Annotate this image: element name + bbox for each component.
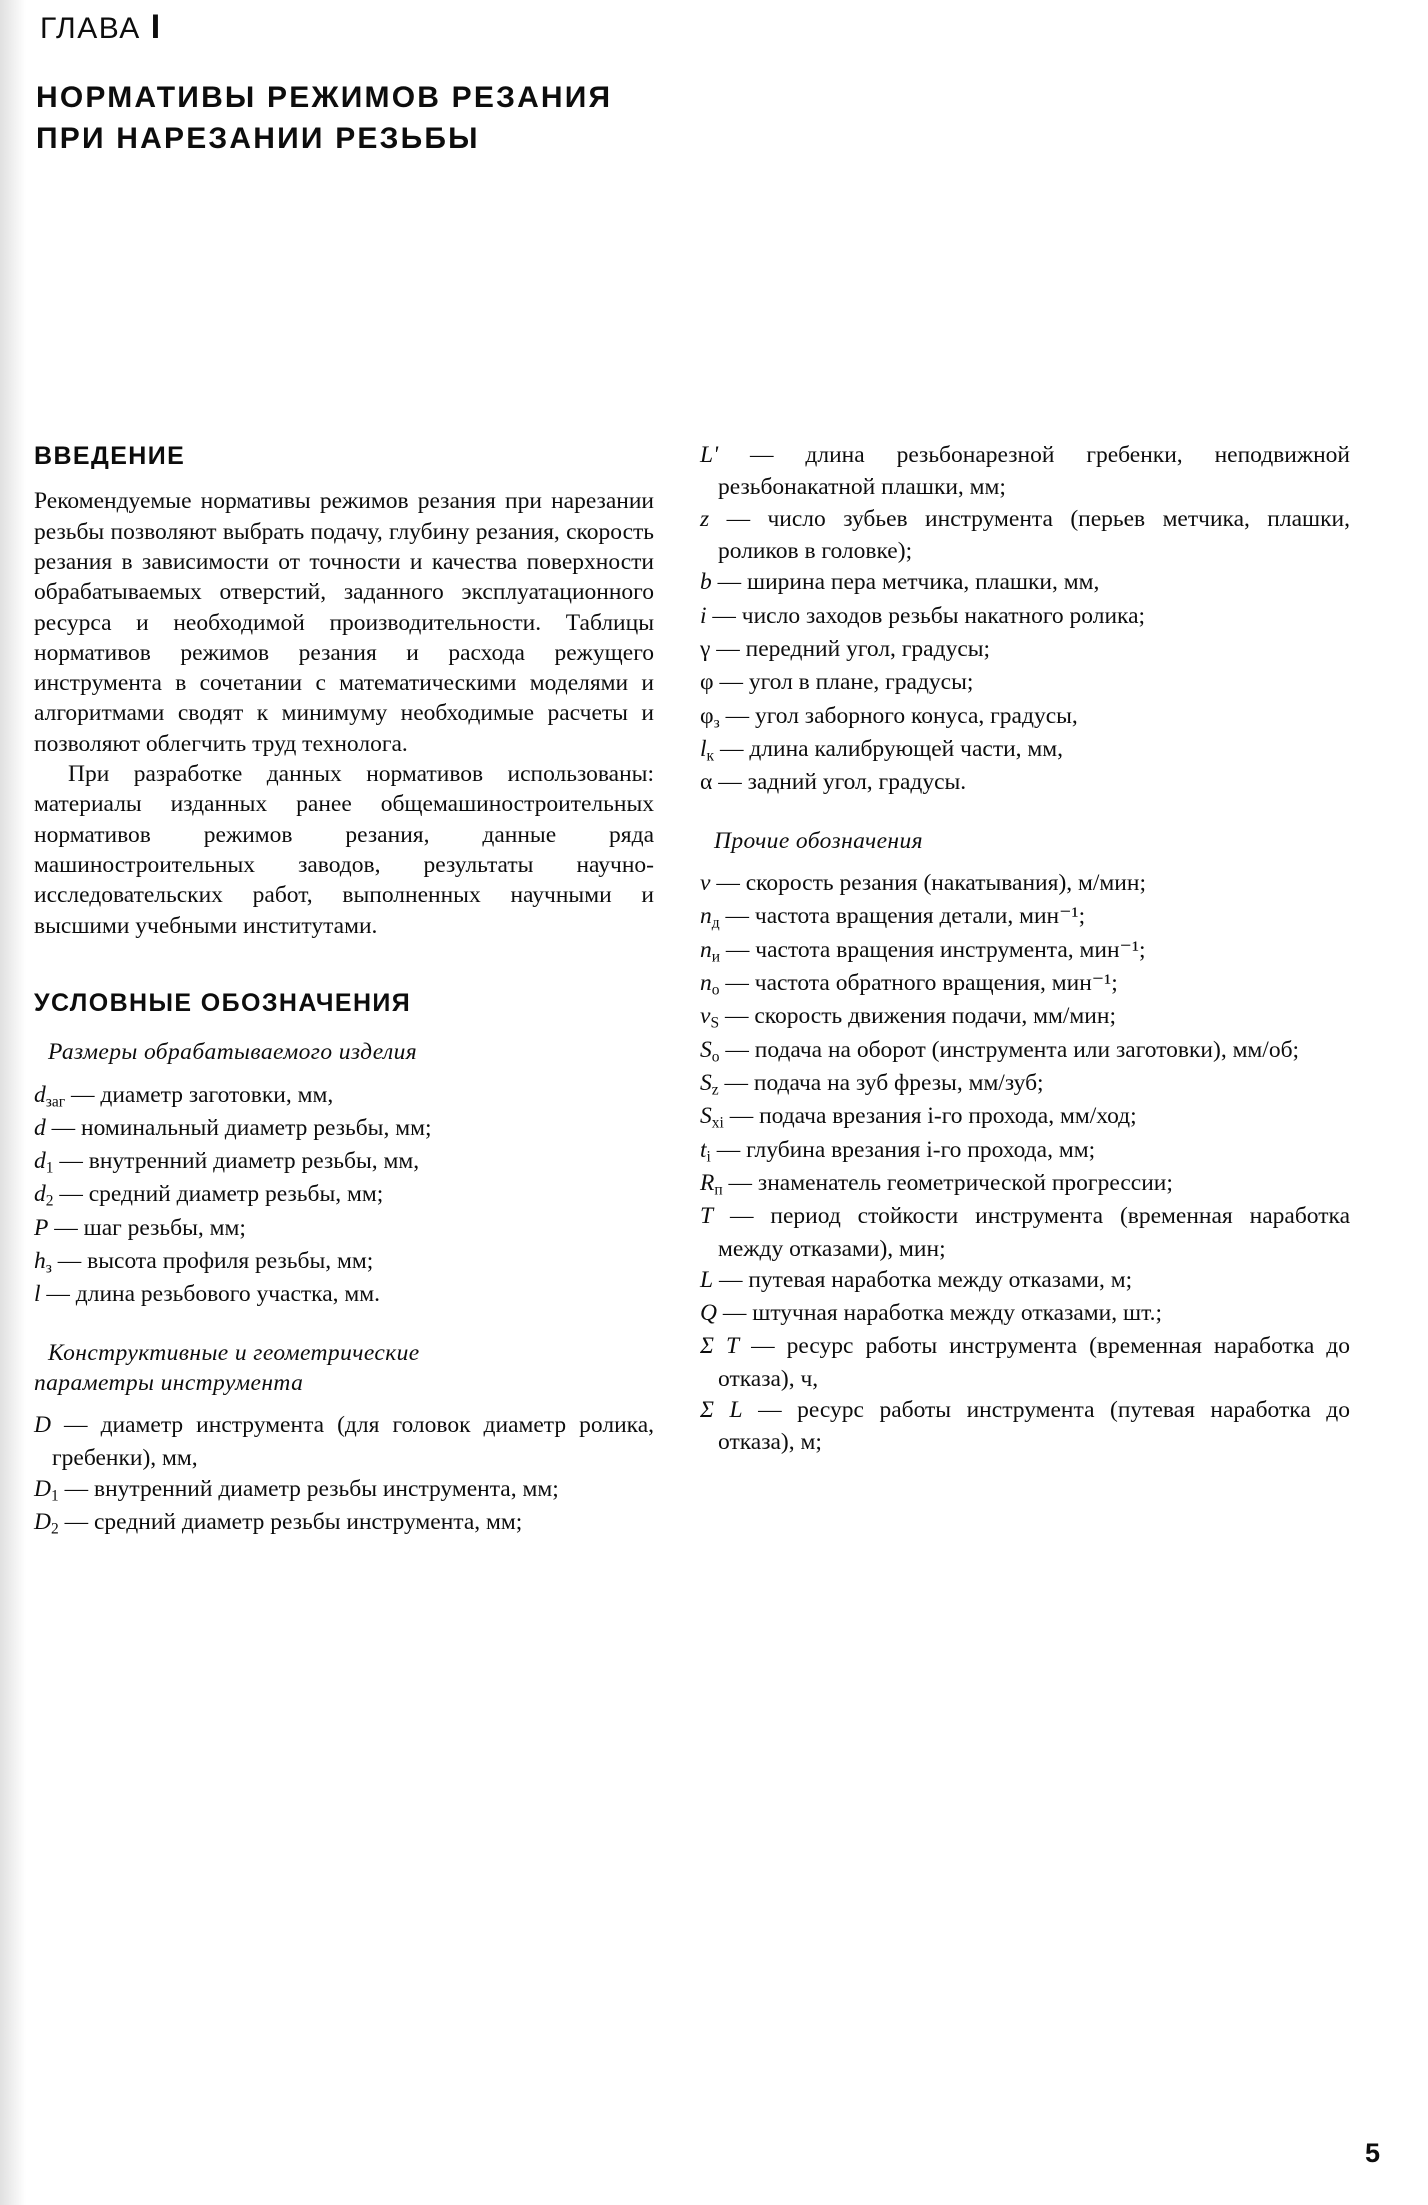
- symbol-subscript: з: [45, 1259, 52, 1277]
- list-item: [700, 968, 1350, 1000]
- symbol-big-d2: D: [34, 1509, 51, 1536]
- symbol-d: d: [34, 1114, 46, 1141]
- intro-paragraph-1: Рекомендуемые нормативы режимов резания при нарезании резьбы позволяют выбрать подачу, глубину резания, скорость резания в зависимости от точности и качества поверхности обрабатываемых отверстий, заданного эксплуатационного ресурса и необходимой производительности. Таблицы нормативов режимов резания и расхода режущего инструмента в сочетании с математическими моделями и алгоритмами сводят к минимуму необходимые расчеты и позволяют облегчить труд технолога.: [34, 488, 654, 757]
- symbol-text: — ресурс работы инструмента (путевая наработка до отказа), м;: [718, 1397, 1350, 1456]
- chapter-word: ГЛАВА: [40, 12, 141, 45]
- symbol-text: — путевая наработка между отказами, м;: [718, 1266, 1133, 1293]
- list-item: [34, 1213, 654, 1245]
- list-item: [700, 1101, 1350, 1133]
- symbol-text: — номинальный диаметр резьбы, мм;: [51, 1114, 432, 1141]
- symbol-sum-t: Σ T: [700, 1333, 740, 1360]
- symbol-n-d: n: [700, 903, 712, 930]
- list-item: [34, 1080, 654, 1112]
- symbol-subscript: д: [711, 914, 720, 932]
- page-number: 5: [1364, 2138, 1380, 2168]
- symbol-text: — задний угол, градусы.: [718, 769, 967, 796]
- symbol-h3: h: [34, 1248, 46, 1275]
- symbol-text: — высота профиля резьбы, мм;: [57, 1248, 374, 1275]
- symbol-s-o: S: [700, 1036, 712, 1063]
- symbol-subscript: 1: [45, 1159, 54, 1177]
- list-item: [700, 1168, 1350, 1200]
- symbol-subscript: i: [706, 1147, 711, 1165]
- symbol-list-tool: [34, 1410, 654, 1539]
- right-column: [700, 440, 1350, 1459]
- symbol-l-k: l: [700, 735, 707, 762]
- symbol-list-workpiece: [34, 1080, 654, 1312]
- symbol-text: — ресурс работы инструмента (временная наработка до отказа), ч,: [718, 1333, 1351, 1392]
- symbol-sum-l: Σ L: [700, 1397, 743, 1424]
- list-item: [34, 1146, 654, 1178]
- symbol-text: — длина резьбонарезной гребенки, неподвижной резьбонакатной плашки, мм;: [718, 442, 1350, 501]
- symbol-text: — подача на зуб фрезы, мм/зуб;: [724, 1069, 1044, 1096]
- symbol-group-title-workpiece: Размеры обрабатываемого изделия: [48, 1039, 418, 1066]
- symbol-t-i: t: [700, 1136, 707, 1163]
- page-title: [36, 78, 1036, 159]
- chapter-label: [40, 8, 162, 47]
- symbol-phi-z: φ: [700, 702, 714, 729]
- symbol-gamma: γ: [700, 635, 711, 662]
- page-title-line1: НОРМАТИВЫ РЕЖИМОВ РЕЗАНИЯ: [36, 81, 613, 115]
- symbol-subscript: z: [711, 1081, 719, 1099]
- symbol-text: — ширина пера метчика, плашки, мм,: [717, 569, 1100, 596]
- symbol-subscript: 2: [50, 1520, 59, 1538]
- symbol-n-i: n: [700, 936, 712, 963]
- symbol-big-d: D: [34, 1412, 51, 1439]
- list-item: [700, 734, 1350, 766]
- symbol-v: v: [700, 869, 711, 896]
- chapter-numeral: I: [150, 8, 162, 46]
- symbol-text: — знаменатель геометрической прогрессии;: [728, 1169, 1173, 1196]
- symbol-list-other: [700, 868, 1350, 1458]
- section-heading-introduction: ВВЕДЕНИЕ: [34, 442, 186, 470]
- symbol-text: — скорость движения подачи, мм/мин;: [724, 1003, 1116, 1030]
- symbol-phi: φ: [700, 669, 714, 696]
- symbol-subscript: з: [713, 713, 720, 731]
- tool-title-line1: Конструктивные и геометрические: [48, 1339, 420, 1366]
- list-item: [700, 1068, 1350, 1100]
- list-item: [700, 1298, 1350, 1330]
- symbol-subscript: xi: [711, 1114, 724, 1132]
- symbol-subscript: заг: [45, 1092, 66, 1110]
- list-item: [700, 567, 1350, 599]
- symbol-i: i: [700, 602, 707, 629]
- symbol-v-s: v: [700, 1003, 711, 1030]
- symbol-text: — передний угол, градусы;: [716, 635, 991, 662]
- list-item: [700, 1135, 1350, 1167]
- list-item: [700, 634, 1350, 666]
- symbol-l-prime: L': [700, 442, 719, 468]
- list-item: [700, 601, 1350, 633]
- list-item: [700, 1201, 1350, 1264]
- list-item: [700, 1035, 1350, 1067]
- symbol-alpha: α: [700, 769, 713, 796]
- list-item: [700, 701, 1350, 733]
- list-item: [700, 440, 1350, 503]
- list-item: [700, 868, 1350, 900]
- symbol-s-xi: S: [700, 1103, 712, 1130]
- list-item: [700, 1265, 1350, 1297]
- list-item: [700, 667, 1350, 699]
- symbol-p: P: [34, 1214, 49, 1241]
- symbol-s-z: S: [700, 1069, 712, 1096]
- symbol-group-title-tool: [34, 1338, 654, 1399]
- symbol-text: — глубина врезания i-го прохода, мм;: [716, 1136, 1096, 1163]
- page-title-line2: ПРИ НАРЕЗАНИИ РЕЗЬБЫ: [36, 121, 480, 155]
- symbol-text: — период стойкости инструмента (временная наработка между отказами), мин;: [718, 1203, 1350, 1262]
- list-item: [34, 1179, 654, 1211]
- intro-paragraph-2: При разработке данных нормативов использованы: материалы изданных ранее общемашиностроительных нормативов режимов резания, данные ряда машиностроительных заводов, результаты научно-исследовательских работ, выполненных научными и высшими учебными институтами.: [34, 761, 654, 939]
- list-item: [700, 1331, 1350, 1394]
- list-item: [34, 1507, 654, 1539]
- symbol-text: — угол в плане, градусы;: [719, 669, 974, 696]
- symbol-big-d1: D: [34, 1476, 51, 1503]
- symbol-subscript: о: [711, 1047, 720, 1065]
- symbol-subscript: 2: [45, 1192, 54, 1210]
- list-item: [34, 1410, 654, 1473]
- list-item: [700, 901, 1350, 933]
- symbol-text: — подача врезания i-го прохода, мм/ход;: [729, 1103, 1137, 1130]
- list-item: [34, 1279, 654, 1311]
- list-item: [34, 1246, 654, 1278]
- symbol-text: — частота вращения инструмента, мин⁻¹;: [725, 936, 1146, 963]
- symbol-subscript: и: [711, 947, 721, 965]
- symbol-text: — внутренний диаметр резьбы, мм,: [59, 1148, 420, 1175]
- scan-edge-shadow: [0, 0, 26, 2205]
- symbol-subscript: S: [710, 1014, 720, 1032]
- symbol-text: — число заходов резьбы накатного ролика;: [712, 602, 1146, 629]
- symbol-subscript: о: [711, 981, 720, 999]
- symbol-subscript: п: [714, 1181, 723, 1199]
- symbol-text: — частота обратного вращения, мин⁻¹;: [725, 969, 1118, 996]
- symbol-group-title-other: Прочие обозначения: [714, 827, 923, 854]
- symbol-big-l: L: [700, 1266, 714, 1293]
- symbol-q: Q: [700, 1300, 717, 1327]
- symbol-text: — длина калибрующей части, мм,: [719, 735, 1064, 762]
- list-item: [700, 935, 1350, 967]
- symbol-text: — внутренний диаметр резьбы инструмента, мм;: [64, 1476, 559, 1503]
- list-item: [700, 767, 1350, 799]
- symbol-n-o: n: [700, 969, 712, 996]
- symbol-r-p: R: [700, 1169, 715, 1196]
- list-item: [34, 1474, 654, 1506]
- list-item: [700, 1395, 1350, 1458]
- symbol-text: — скорость резания (накатывания), м/мин;: [716, 869, 1146, 896]
- symbol-text: — частота вращения детали, мин⁻¹;: [725, 903, 1086, 930]
- symbol-list-tool-continued: [700, 440, 1350, 800]
- list-item: [700, 1001, 1350, 1033]
- symbol-d2: d: [34, 1181, 46, 1208]
- symbol-big-t: T: [700, 1203, 714, 1230]
- list-item: [700, 504, 1350, 567]
- list-item: [34, 1113, 654, 1145]
- symbol-d-zag: d: [34, 1081, 46, 1108]
- symbol-subscript: 1: [50, 1487, 59, 1505]
- symbol-d1: d: [34, 1148, 46, 1175]
- tool-title-line2: параметры инструмента: [34, 1370, 304, 1397]
- symbol-text: — подача на оборот (инструмента или заготовки), мм/об;: [725, 1036, 1300, 1063]
- symbol-text: — диаметр заготовки, мм,: [71, 1081, 334, 1108]
- symbol-text: — длина резьбового участка, мм.: [46, 1281, 381, 1308]
- symbol-text: — шаг резьбы, мм;: [54, 1214, 246, 1241]
- symbol-l: l: [34, 1281, 41, 1308]
- symbol-text: — штучная наработка между отказами, шт.;: [722, 1300, 1163, 1327]
- symbol-z: z: [700, 505, 710, 532]
- left-column: [34, 440, 654, 1541]
- section-heading-symbols: УСЛОВНЫЕ ОБОЗНАЧЕНИЯ: [34, 988, 412, 1017]
- symbol-text: — диаметр инструмента (для головок диаметр ролика, гребенки), мм,: [52, 1412, 655, 1471]
- symbol-text: — средний диаметр резьбы, мм;: [59, 1181, 384, 1208]
- symbol-text: — средний диаметр резьбы инструмента, мм;: [64, 1509, 523, 1536]
- symbol-text: — угол заборного конуса, градусы,: [725, 702, 1078, 729]
- symbol-subscript: к: [706, 747, 715, 765]
- symbol-text: — число зубьев инструмента (перьев метчика, плашки, роликов в головке);: [718, 505, 1351, 564]
- symbol-b: b: [700, 569, 712, 596]
